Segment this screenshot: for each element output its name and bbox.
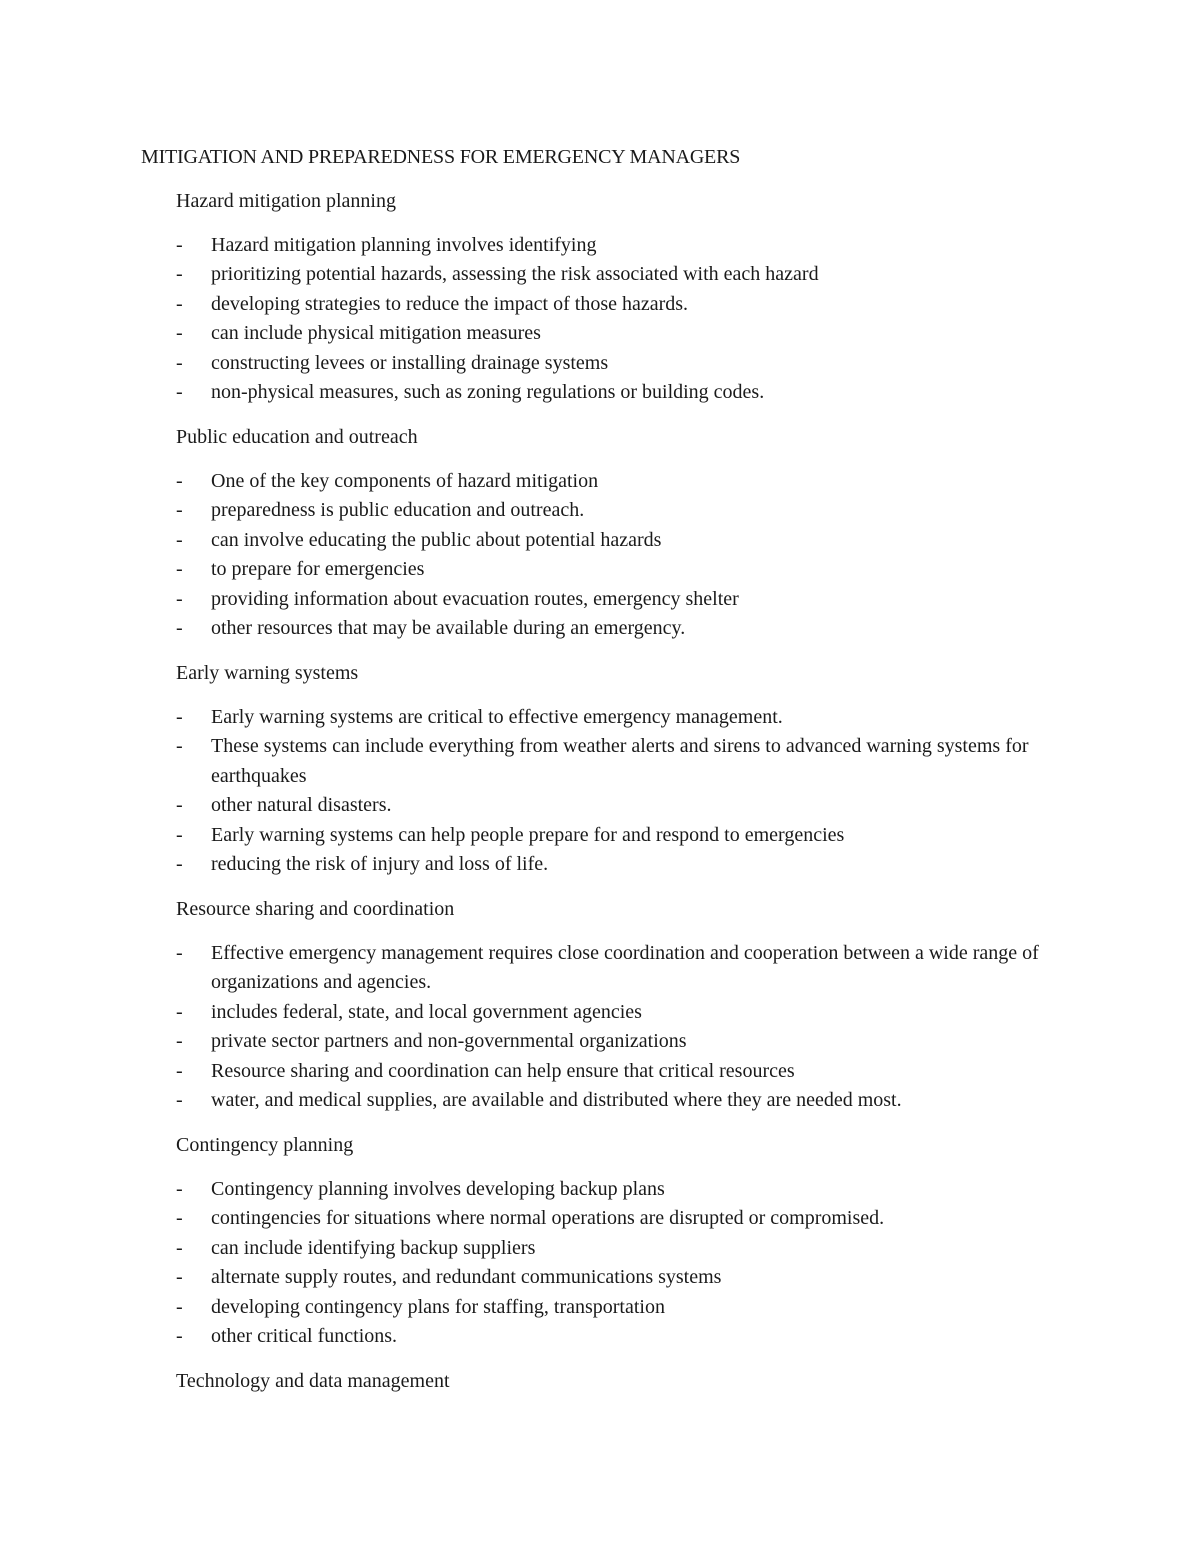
bullet-list: [176, 939, 1076, 1115]
list-item-text: Effective emergency management requires close coordination and cooperation between a wide range of organizations and agencies.: [211, 942, 1039, 994]
bullet-dash: -: [176, 794, 183, 817]
list-item: [176, 378, 1071, 407]
list-item: [176, 231, 1071, 260]
bullet-dash: -: [176, 528, 183, 551]
list-item-text: to prepare for emergencies: [211, 558, 425, 581]
list-item: [176, 585, 1071, 614]
bullet-dash: -: [176, 617, 183, 640]
bullet-list: [176, 703, 1076, 879]
list-item: [176, 614, 1071, 643]
bullet-dash: -: [176, 853, 183, 876]
list-item-text: reducing the risk of injury and loss of life.: [211, 853, 549, 876]
section-hazard-mitigation-planning: [176, 187, 1076, 407]
section-public-education-and-outreach: [176, 423, 1076, 643]
list-item-text: can involve educating the public about potential hazards: [211, 528, 662, 551]
bullet-dash: -: [176, 351, 183, 374]
list-item: [176, 1263, 1071, 1292]
bullet-dash: -: [176, 263, 183, 286]
list-item: [176, 998, 1071, 1027]
list-item: [176, 939, 1071, 998]
list-item: [176, 1027, 1071, 1056]
bullet-list: [176, 467, 1076, 643]
list-item: [176, 555, 1071, 584]
document-title: MITIGATION AND PREPAREDNESS FOR EMERGENCY MANAGERS: [141, 146, 741, 168]
bullet-dash: -: [176, 1207, 183, 1230]
section-heading: Early warning systems: [176, 662, 359, 684]
list-item-text: contingencies for situations where normal operations are disrupted or compromised.: [211, 1207, 885, 1230]
list-item-text: other natural disasters.: [211, 794, 392, 817]
list-item-text: Resource sharing and coordination can help ensure that critical resources: [211, 1059, 795, 1082]
list-item: [176, 1204, 1071, 1233]
bullet-dash: -: [176, 1178, 183, 1200]
list-item-text: prioritizing potential hazards, assessing the risk associated with each hazard: [211, 263, 819, 286]
section-early-warning-systems: [176, 659, 1076, 879]
list-item: [176, 821, 1071, 850]
bullet-dash: -: [176, 234, 183, 256]
bullet-dash: -: [176, 1295, 183, 1318]
section-technology-and-data-management: [176, 1367, 1076, 1411]
bullet-dash: -: [176, 1266, 183, 1289]
bullet-dash: -: [176, 1030, 183, 1053]
list-item-text: alternate supply routes, and redundant communications systems: [211, 1266, 722, 1289]
list-item-text: constructing levees or installing drainage systems: [211, 351, 609, 374]
list-item-text: developing contingency plans for staffing, transportation: [211, 1295, 665, 1318]
list-item: [176, 290, 1071, 319]
bullet-dash: -: [176, 470, 183, 492]
list-item-text: These systems can include everything from weather alerts and sirens to advanced warning systems for earthquakes: [211, 735, 1029, 787]
section-heading: Hazard mitigation planning: [176, 190, 396, 212]
list-item: [176, 1086, 1071, 1115]
list-item: [176, 319, 1071, 348]
list-item-text: Early warning systems can help people prepare for and respond to emergencies: [211, 823, 845, 846]
list-item-text: private sector partners and non-governmental organizations: [211, 1030, 687, 1053]
list-item-text: can include identifying backup suppliers: [211, 1236, 536, 1259]
list-item-text: Hazard mitigation planning involves identifying: [211, 234, 597, 256]
list-item-text: includes federal, state, and local government agencies: [211, 1000, 642, 1023]
bullet-dash: -: [176, 942, 183, 964]
list-item-text: preparedness is public education and outreach.: [211, 499, 585, 522]
list-item-text: providing information about evacuation routes, emergency shelter: [211, 587, 739, 610]
list-item-text: water, and medical supplies, are available and distributed where they are needed most.: [211, 1089, 902, 1112]
list-item: [176, 526, 1071, 555]
list-item: [176, 850, 1071, 879]
list-item-text: Early warning systems are critical to effective emergency management.: [211, 706, 783, 728]
list-item: [176, 732, 1071, 791]
section-contingency-planning: [176, 1131, 1076, 1351]
list-item: [176, 1293, 1071, 1322]
bullet-list: [176, 1175, 1076, 1351]
list-item-text: other critical functions.: [211, 1325, 398, 1348]
list-item-text: One of the key components of hazard mitigation: [211, 470, 599, 492]
list-item: [176, 791, 1071, 820]
list-item-text: other resources that may be available during an emergency.: [211, 617, 686, 640]
list-item-text: Contingency planning involves developing backup plans: [211, 1178, 665, 1200]
list-item: [176, 1175, 1071, 1204]
bullet-dash: -: [176, 735, 183, 758]
list-item: [176, 496, 1071, 525]
section-heading: Resource sharing and coordination: [176, 898, 455, 920]
list-item: [176, 1322, 1071, 1351]
bullet-dash: -: [176, 1000, 183, 1023]
list-item-text: non-physical measures, such as zoning regulations or building codes.: [211, 381, 765, 404]
bullet-dash: -: [176, 1236, 183, 1259]
list-item: [176, 349, 1071, 378]
list-item: [176, 467, 1071, 496]
bullet-dash: -: [176, 322, 183, 345]
bullet-list: [176, 231, 1076, 407]
bullet-dash: -: [176, 381, 183, 404]
list-item: [176, 1234, 1071, 1263]
section-heading: Contingency planning: [176, 1134, 354, 1156]
list-item: [176, 1057, 1071, 1086]
bullet-dash: -: [176, 587, 183, 610]
bullet-dash: -: [176, 499, 183, 522]
bullet-dash: -: [176, 706, 183, 728]
list-item: [176, 703, 1071, 732]
bullet-dash: -: [176, 1059, 183, 1082]
bullet-dash: -: [176, 292, 183, 315]
section-resource-sharing-and-coordination: [176, 895, 1076, 1115]
list-item-text: can include physical mitigation measures: [211, 322, 541, 345]
bullet-dash: -: [176, 1089, 183, 1112]
section-heading: Public education and outreach: [176, 426, 418, 448]
list-item: [176, 260, 1071, 289]
section-heading: Technology and data management: [176, 1370, 450, 1392]
bullet-dash: -: [176, 823, 183, 846]
list-item-text: developing strategies to reduce the impact of those hazards.: [211, 292, 689, 315]
bullet-dash: -: [176, 558, 183, 581]
bullet-dash: -: [176, 1325, 183, 1348]
